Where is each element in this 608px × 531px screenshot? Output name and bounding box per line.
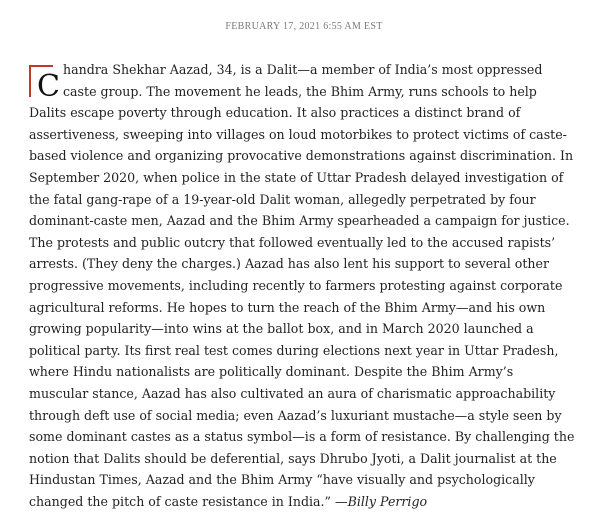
article-line: The protests and public outcry that followed eventually led to the accused rapists’ bbox=[29, 234, 556, 250]
drop-cap-frame bbox=[29, 65, 60, 104]
article-line: growing popularity—into wins at the ballot box, and in March 2020 launched a bbox=[29, 321, 534, 337]
article-line-text: changed the pitch of caste resistance in India.” bbox=[29, 493, 335, 509]
article-line: the fatal gang-rape of a 19-year-old Dalit woman, allegedly perpetrated by four bbox=[29, 191, 536, 207]
article-line: assertiveness, sweeping into villages on loud motorbikes to protect victims of caste- bbox=[29, 126, 567, 142]
article-line: arrests. (They deny the charges.) Aazad has also lent his support to several other bbox=[29, 256, 549, 272]
article-line: where Hindu nationalists are politically dominant. Despite the Bhim Army’s bbox=[29, 364, 514, 380]
article-line: caste group. The movement he leads, the Bhim Army, runs schools to help bbox=[63, 83, 537, 99]
article-line: Hindustan Times, Aazad and the Bhim Army “have visually and psychologically bbox=[29, 472, 535, 488]
article-line: based violence and organizing provocative demonstrations against discrimination. In bbox=[29, 148, 574, 164]
article-body bbox=[29, 59, 603, 512]
article-line: dominant-caste men, Aazad and the Bhim Army spearheaded a campaign for justice. bbox=[29, 213, 570, 229]
article-line: Dalits escape poverty through education. It also practices a distinct brand of bbox=[29, 105, 521, 121]
article-line: through deft use of social media; even Aazad’s luxuriant mustache—a style seen by bbox=[29, 407, 562, 423]
article-line: agricultural reforms. He hopes to turn the reach of the Bhim Army—and his own bbox=[29, 299, 546, 315]
drop-cap-letter: C bbox=[37, 69, 60, 104]
article-line: some dominant castes as a status symbol—is a form of resistance. By challenging the bbox=[29, 429, 575, 445]
article-line: handra Shekhar Aazad, 34, is a Dalit—a member of India’s most oppressed bbox=[63, 62, 543, 77]
article-line: progressive movements, including recently to farmers protesting against corporate bbox=[29, 277, 563, 293]
article-line: political party. Its first real test comes during elections next year in Uttar Pradesh, bbox=[29, 342, 559, 358]
article-last-line bbox=[29, 491, 603, 513]
article-line: muscular stance, Aazad has also cultivated an aura of charismatic approachability bbox=[29, 385, 556, 401]
article-line: September 2020, when police in the state of Uttar Pradesh delayed investigation of bbox=[29, 169, 564, 185]
article-line: notion that Dalits should be deferential, says Dhrubo Jyoti, a Dalit journalist at the bbox=[29, 450, 557, 466]
byline: —Billy Perrigo bbox=[334, 493, 428, 509]
article-dateline: FEBRUARY 17, 2021 6:55 AM EST bbox=[225, 21, 383, 32]
